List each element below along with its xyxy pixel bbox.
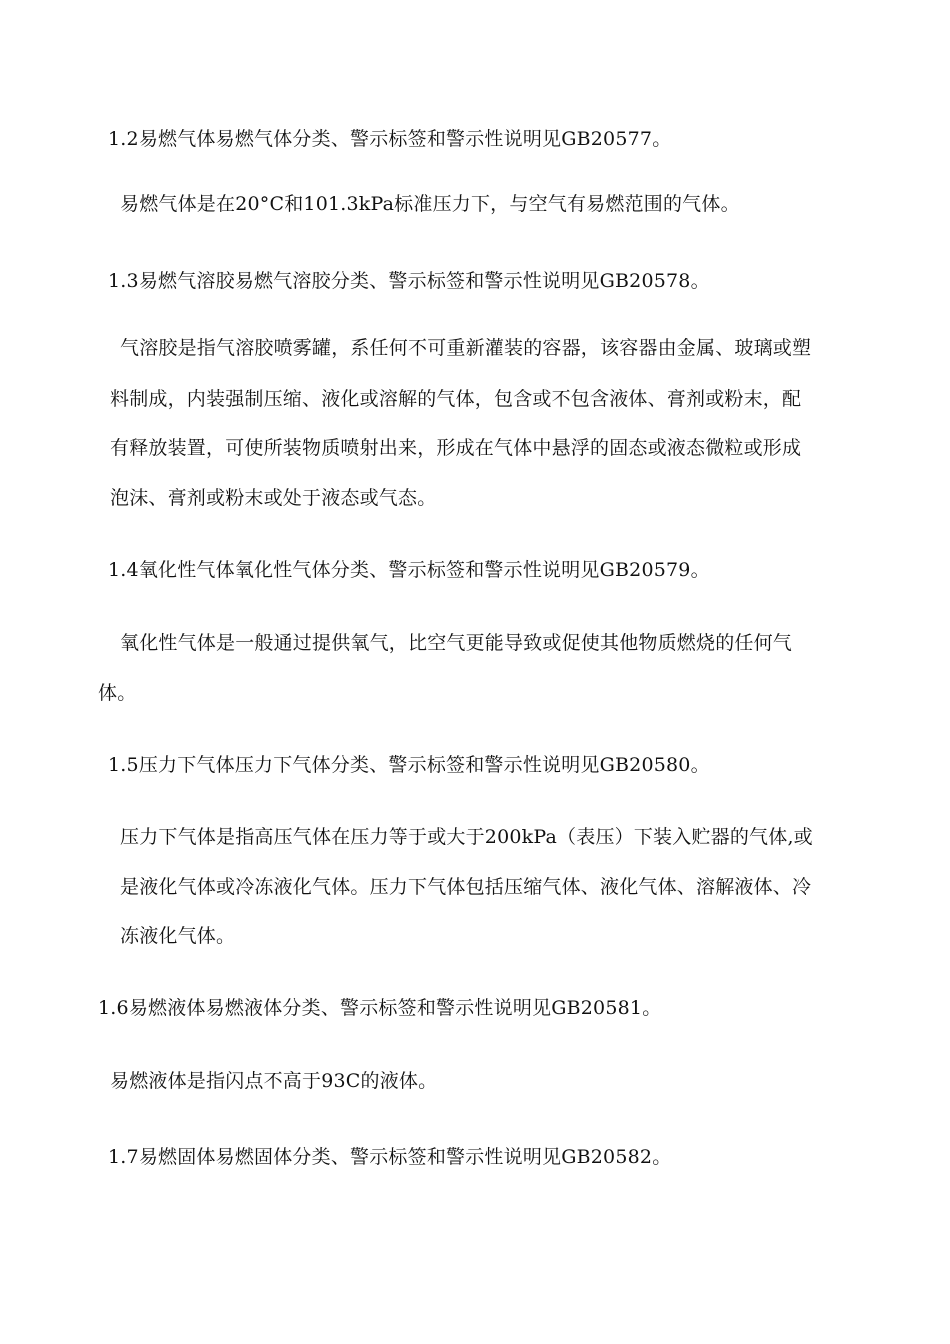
paragraph-line: 易燃液体是指闪点不高于93C的液体。 [110,1070,438,1092]
section-heading-1-4: 1.4氧化性气体氧化性气体分类、警示标签和警示性说明见GB20579。 [108,559,710,581]
paragraph-line: 压力下气体是指高压气体在压力等于或大于200kPa（表压）下装入贮器的气体,或 [120,826,813,848]
section-heading-1-3: 1.3易燃气溶胶易燃气溶胶分类、警示标签和警示性说明见GB20578。 [108,270,710,292]
paragraph-line: 氧化性气体是一般通过提供氧气，比空气更能导致或促使其他物质燃烧的任何气 [120,632,793,654]
paragraph-line: 料制成，内装强制压缩、液化或溶解的气体，包含或不包含液体、膏剂或粉末，配 [110,388,802,410]
section-heading-1-7: 1.7易燃固体易燃固体分类、警示标签和警示性说明见GB20582。 [108,1146,672,1168]
section-heading-1-2: 1.2易燃气体易燃气体分类、警示标签和警示性说明见GB20577。 [108,128,672,150]
paragraph-line: 易燃气体是在20°C和101.3kPa标准压力下，与空气有易燃范围的气体。 [120,193,740,215]
section-heading-1-6: 1.6易燃液体易燃液体分类、警示标签和警示性说明见GB20581。 [98,997,662,1019]
paragraph-line: 是液化气体或冷冻液化气体。压力下气体包括压缩气体、液化气体、溶解液体、冷 [120,876,812,898]
section-heading-1-5: 1.5压力下气体压力下气体分类、警示标签和警示性说明见GB20580。 [108,754,710,776]
paragraph-line: 体。 [98,682,137,704]
paragraph-line: 有释放装置，可使所装物质喷射出来，形成在气体中悬浮的固态或液态微粒或形成 [110,437,802,459]
paragraph-line: 泡沫、膏剂或粉末或处于液态或气态。 [110,487,437,509]
paragraph-line: 气溶胶是指气溶胶喷雾罐，系任何不可重新灌装的容器，该容器由金属、玻璃或塑 [120,337,812,359]
paragraph-line: 冻液化气体。 [120,925,236,947]
